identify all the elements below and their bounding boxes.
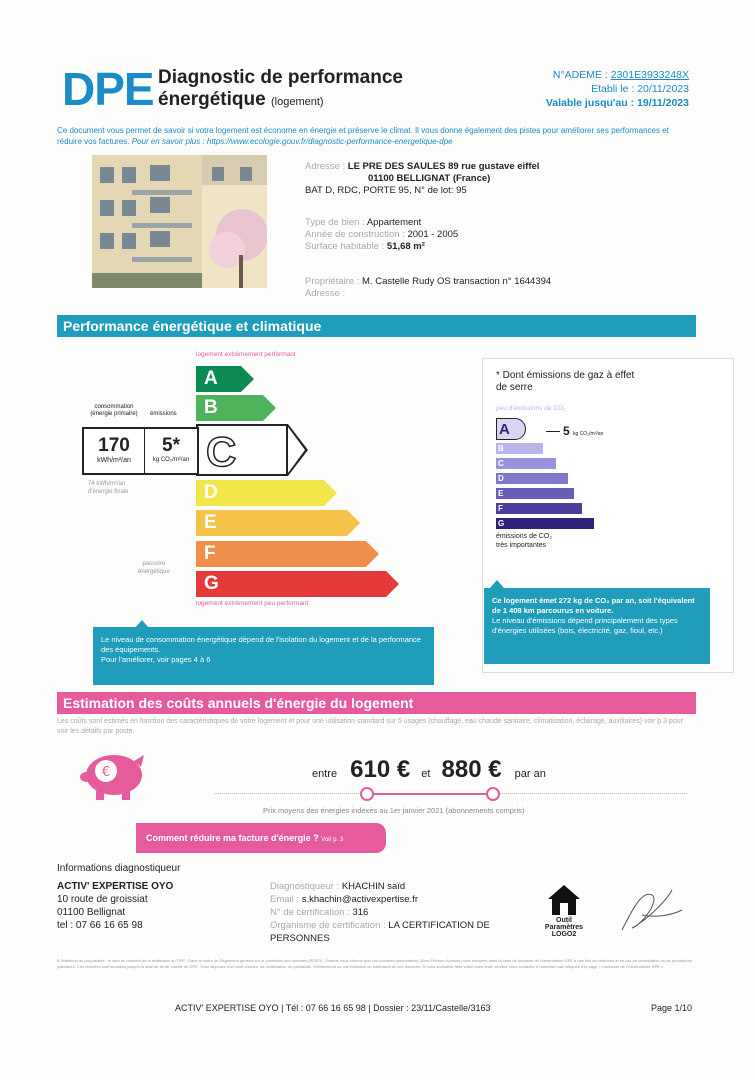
co2-low-note: peu d'émissions de CO₂: [496, 405, 566, 412]
diag-name-value: KHACHIN saïd: [341, 881, 406, 892]
tool-label-2: Paramètres: [544, 924, 584, 931]
co2-unit: kg CO₂/m²/an: [573, 431, 604, 437]
cost-min-marker: [360, 787, 374, 801]
etabli-date: Etabli le : 20/11/2023: [591, 83, 689, 95]
co2-current-value: [546, 424, 603, 438]
cost-range-bar: [366, 793, 492, 795]
current-performance-box: [82, 427, 199, 475]
ademe-label: N°ADEME :: [552, 69, 608, 81]
co2-high-note1: émissions de CO₂: [496, 533, 553, 540]
title-word: énergétique: [158, 89, 266, 110]
energy-info-link: Pour l'améliorer, voir pages 4 à 6: [101, 655, 211, 664]
final-energy-label: d'énergie finale: [88, 489, 129, 495]
energy-grade-d: D: [196, 480, 324, 506]
energy-info-box: [93, 627, 434, 685]
emissions-unit: kg CO₂/m²/an: [152, 457, 190, 463]
primary-label: (énergie primaire): [90, 411, 138, 417]
energy-grade-a: A: [196, 366, 241, 392]
emissions-value: 5*: [162, 435, 180, 456]
page-number: Page 1/10: [650, 1003, 692, 1013]
intro-link[interactable]: Pour en savoir plus : https://www.ecologie.gouv.fr/diagnostic-performance-energetique-dpe: [131, 137, 453, 146]
final-energy-note: [88, 480, 129, 496]
type-label: Type de bien :: [305, 217, 365, 228]
title-suffix: (logement): [270, 96, 324, 108]
type-value: Appartement: [366, 217, 422, 228]
current-grade-arrow-inner: [288, 427, 305, 473]
adresse-label: Adresse :: [305, 161, 346, 172]
page-title-line2: [158, 89, 324, 111]
reduce-bill-button[interactable]: [136, 823, 386, 853]
surface-value: 51,68 m²: [386, 241, 425, 252]
bottom-note: logement extrêmement peu performant: [196, 600, 309, 607]
co2-info-text: Ce logement émet 272 kg de CO₂ par an, soit l'équivalent de 1 408 km parcourus en voiture.: [492, 596, 695, 615]
property-address: [305, 161, 539, 197]
consumption-unit: kWh/m²/an: [97, 457, 131, 464]
co2-grade-a: A: [496, 418, 526, 440]
cost-par-an: par an: [514, 768, 546, 780]
energy-grade-e: E: [196, 510, 347, 536]
cost-min: 610 €: [350, 756, 411, 783]
company-address1: 10 route de groissiat: [57, 894, 148, 905]
building-illustration: [92, 155, 267, 288]
intro-body: Ce document vous permet de savoir si votre logement est économe en énergie et préserve le climat. Il vous donne également des pistes pour améliorer ses performances et réduire vos factures.: [57, 126, 669, 146]
energy-info-text: Le niveau de consommation énergétique dépend de l'isolation du logement et de la performance des équipements.: [101, 635, 421, 654]
co2-title: * Dont émissions de gaz à effet de serre: [496, 370, 635, 393]
company-address2: 01100 Bellignat: [57, 907, 126, 918]
dpe-logo: DPE: [62, 63, 154, 115]
co2-grade-e: E: [496, 488, 574, 499]
diag-cert-label: N° de certification :: [270, 907, 350, 918]
company-block: [57, 880, 173, 932]
co2-grade-c: C: [496, 458, 556, 469]
consumption-value: 170: [98, 435, 130, 456]
costs-description: Les coûts sont estimés en fonction des caractéristiques de votre logement et pour une utilisation standard sur 5 usages (chauffage, eau chaude sanitaire, climatisation, éclairage, auxiliaires) voir p.3 pour voir les détails par poste.: [57, 718, 683, 735]
co2-high-note2: très importantes: [496, 542, 547, 549]
ademe-block: [546, 68, 689, 110]
diag-email-label: Email :: [270, 894, 300, 905]
diag-cert-value: 316: [352, 907, 369, 918]
reduce-bill-label: Comment réduire ma facture d'énergie ?: [146, 833, 319, 843]
co2-grade-b: B: [496, 443, 543, 454]
adresse-line3: BAT D, RDC, PORTE 95, N° de lot: 95: [305, 185, 467, 196]
cost-max-marker: [486, 787, 500, 801]
costs-section-title: Estimation des coûts annuels d'énergie du logement: [57, 692, 696, 714]
performance-section-title: Performance énergétique et climatique: [57, 315, 696, 337]
co2-grade-f: F: [496, 503, 582, 514]
svg-text:€: €: [101, 765, 111, 780]
co2-info-text2: Le niveau d'émissions dépend principalement des types d'énergies utilisées (bois, électricité, gaz, fioul, etc.): [492, 616, 678, 635]
annee-label: Année de construction :: [305, 229, 405, 240]
energetique-label: énergétique: [138, 569, 170, 575]
co2-value: 5: [563, 424, 570, 438]
energy-grade-c: C: [196, 424, 288, 476]
page-title-line1: Diagnostic de performance: [158, 67, 403, 88]
cost-entre: entre: [312, 768, 338, 780]
proprio-value: M. Castelle Rudy OS transaction n° 1644394: [362, 276, 552, 287]
energy-grade-f: F: [196, 541, 366, 567]
legal-text: À l'attention du propriétaire : le bien au moment de la réalisation du DPE : Dans le cadre du Règlement général sur la protection des données (RGPD), l'Ademe vous informe que vos données personnelles (Nom-Prénom-Adresse) sont stockées dans la base de données de l'observatoire DPE à des fins de contrôles et en cas de contestation ou de procédures judiciaires. Ces données sont stockées jusqu'à la date de fin de validité du DPE. Vous disposez d'un droit d'accès, de rectification, de portabilité, d'effacement ou une limitation du traitement de ces données. Si vous souhaitez faire valoir votre droit, veuillez nous contacter à l'adresse mail indiquée à la page « Contacter de l'Observatoire DPE ».: [57, 958, 692, 969]
diagnostiqueur-details: [270, 880, 525, 945]
energy-grade-g: G: [196, 571, 386, 597]
top-note: logement extrêmement performant: [196, 351, 296, 358]
tool-label-1: Outil: [556, 917, 572, 924]
proprio-label: Propriétaire :: [305, 276, 360, 287]
consumption-label: consommation: [94, 404, 134, 410]
valable-date: Valable jusqu'au : 19/11/2023: [545, 97, 689, 109]
reduce-bill-link[interactable]: Voir p. 3: [321, 837, 344, 843]
surface-label: Surface habitable :: [305, 241, 385, 252]
adresse-line2: 01100 BELLIGNAT (France): [368, 173, 491, 184]
diag-name-label: Diagnostiqueur :: [270, 881, 340, 892]
tool-label: [532, 917, 596, 938]
co2-info-box: [484, 588, 710, 664]
diag-email-value[interactable]: s.khachin@activexpertise.fr: [301, 894, 418, 905]
company-name: ACTIV' EXPERTISE OYO: [57, 881, 174, 892]
cost-et: et: [421, 768, 431, 780]
consumption-caption: [84, 404, 144, 418]
emissions-label: émissions: [150, 411, 177, 417]
diagnostiqueur-heading: Informations diagnostiqueur: [57, 863, 181, 874]
diag-org-value: LA CERTIFICATION DE PERSONNES: [270, 920, 490, 944]
building-photo: [92, 155, 267, 288]
passoire-note: [138, 560, 170, 576]
intro-text: [57, 125, 687, 147]
cost-max: 880 €: [441, 756, 502, 783]
tool-label-3: LOGO2: [551, 931, 577, 938]
company-tel: tel : 07 66 16 65 98: [57, 920, 143, 931]
piggy-bank-icon: [78, 749, 150, 806]
co2-info-pointer: [490, 580, 504, 588]
annee-value: 2001 - 2005: [407, 229, 459, 240]
signature: [612, 880, 687, 945]
final-energy-value: 74 kWh/m²/an: [88, 481, 126, 487]
footer-text: ACTIV' EXPERTISE OYO | Tél : 07 66 16 65 98 | Dossier : 23/11/Castelle/3163: [175, 1003, 491, 1013]
owner-details: [305, 276, 551, 300]
adresse-line1: LE PRE DES SAULES 89 rue gustave eiffel: [347, 161, 540, 172]
house-icon: [548, 885, 580, 920]
energy-grade-b: B: [196, 395, 263, 421]
ademe-number[interactable]: 2301E3933248X: [610, 69, 689, 81]
adresse2-label: Adresse :: [305, 288, 346, 299]
cost-range: [312, 756, 546, 784]
co2-grade-d: D: [496, 473, 568, 484]
passoire-label: passoire: [142, 561, 166, 567]
emissions-cell: [145, 429, 197, 473]
info-box-pointer: [135, 620, 149, 628]
property-details: [305, 217, 458, 253]
prix-note: Prix moyens des énergies indexés au 1er janvier 2021 (abonnements compris): [263, 806, 525, 815]
co2-grade-g: G: [496, 518, 594, 529]
co2-high-note: [496, 532, 552, 550]
diag-org-label: Organisme de certification :: [270, 920, 386, 931]
consumption-cell: [84, 429, 145, 473]
